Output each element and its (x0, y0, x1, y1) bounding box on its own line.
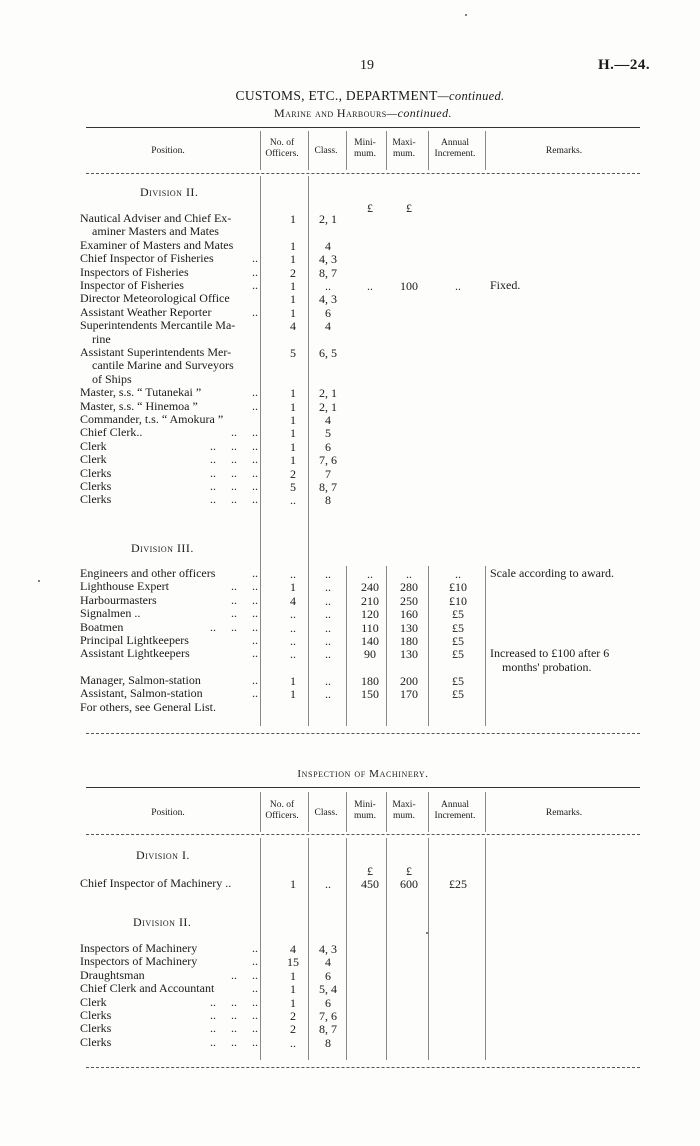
officers-count: 2 (290, 1022, 296, 1037)
leader-dots: .. .. .. (210, 492, 258, 507)
leader-dots: .. (252, 633, 258, 647)
class-value: .. (325, 634, 331, 648)
officers-count: 1 (290, 426, 296, 441)
leader-dots: .. (252, 264, 258, 279)
minimum-salary: .. (367, 567, 373, 581)
leader-dots: .. .. (231, 425, 258, 440)
column-header-minimum: Mini- mum. (354, 138, 376, 159)
annual-increment: £10 (449, 580, 467, 595)
class-value: 6 (325, 968, 331, 983)
maximum-salary: 600 (400, 877, 418, 891)
division-heading: Division II. (133, 915, 192, 929)
leader-dots: .. .. .. (210, 1021, 258, 1036)
class-value: 4 (325, 319, 331, 334)
class-value: 2, 1 (319, 386, 337, 401)
position-label: Clerks (80, 465, 112, 480)
class-value: 4 (325, 955, 331, 970)
minimum-salary: 450 (361, 877, 379, 891)
position-label-cont: aminer Masters and Mates (92, 224, 219, 239)
officers-count: 1 (290, 687, 296, 702)
document-reference: H.—24. (598, 57, 651, 73)
class-value: .. (325, 567, 331, 581)
column-header-minimum: Mini- mum. (354, 800, 376, 821)
column-divider (485, 792, 486, 832)
officers-count: 1 (290, 580, 296, 595)
class-value: 8, 7 (319, 265, 337, 280)
officers-count: 1 (290, 386, 296, 401)
minimum-salary: 120 (361, 607, 379, 622)
leader-dots: .. (252, 672, 258, 687)
remark-text-cont: months' probation. (502, 659, 592, 674)
class-value: .. (325, 593, 331, 608)
officers-count: 1 (290, 399, 296, 414)
table-rule (86, 834, 640, 835)
column-divider (428, 792, 429, 832)
position-label: Chief Clerk and Accountant (80, 981, 215, 996)
position-label: Inspector of Fisheries (80, 278, 184, 292)
officers-count: 1 (290, 279, 296, 293)
maximum-salary: 160 (400, 607, 418, 622)
officers-count: .. (290, 620, 296, 635)
class-value: 4, 3 (319, 292, 337, 307)
section-title-machinery: Inspection of Machinery. (297, 768, 429, 780)
class-value: 6, 5 (319, 346, 337, 360)
leader-dots: .. (252, 398, 258, 413)
leader-dots: .. .. .. (210, 479, 258, 493)
column-header-remarks: Remarks. (545, 808, 583, 818)
officers-count: .. (290, 607, 296, 622)
position-label: Boatmen (80, 619, 124, 634)
column-divider (346, 838, 347, 1060)
position-label: Director Meteorological Office (80, 291, 230, 306)
minimum-salary: .. (367, 279, 373, 293)
class-value: 8 (325, 493, 331, 508)
position-label: Commander, t.s. “ Amokura ” (80, 412, 224, 426)
division-heading: Division II. (140, 185, 199, 199)
table-rule (86, 173, 640, 174)
position-label: Principal Lightkeepers (80, 633, 189, 647)
position-label: Clerks (80, 479, 112, 493)
annual-increment: £5 (452, 647, 464, 662)
maximum-salary: .. (406, 567, 412, 581)
leader-dots: .. (252, 278, 258, 292)
position-label: Master, s.s. “ Hinemoa ” (80, 398, 198, 413)
class-value: .. (325, 620, 331, 635)
minimum-salary: 110 (361, 620, 379, 635)
column-header-class: Class. (314, 146, 338, 156)
officers-count: 1 (290, 995, 296, 1010)
leader-dots: .. .. .. (210, 994, 258, 1009)
position-label: Signalmen .. (80, 606, 141, 621)
class-value: .. (325, 580, 331, 595)
remark-text: Increased to £100 after 6 (490, 646, 610, 661)
officers-count: 1 (290, 439, 296, 454)
class-value: .. (325, 279, 331, 293)
leader-dots: .. .. (231, 967, 258, 982)
annual-increment: £10 (449, 593, 467, 608)
leader-dots: .. .. (231, 592, 258, 607)
officers-count: 5 (290, 480, 296, 494)
class-value: 4 (325, 238, 331, 253)
class-value: .. (325, 673, 331, 688)
column-divider (346, 131, 347, 170)
leader-dots: .. .. .. (210, 1034, 258, 1049)
officers-count: 1 (290, 238, 296, 253)
annual-increment: £25 (449, 877, 467, 891)
class-value: 6 (325, 305, 331, 320)
page-subtitle: Marine and Harbours—continued. (274, 106, 452, 120)
annual-increment: £5 (452, 620, 464, 635)
officers-count: 1 (290, 413, 296, 427)
maximum-salary: 280 (400, 580, 418, 595)
column-divider (386, 566, 387, 726)
officers-count: 4 (290, 942, 296, 956)
position-label: Superintendents Mercantile Ma- (80, 318, 236, 333)
class-value: 4 (325, 413, 331, 427)
minimum-salary: 90 (364, 647, 376, 662)
officers-count: 1 (290, 877, 296, 891)
officers-count: 2 (290, 466, 296, 481)
leader-dots: .. .. .. (210, 438, 258, 453)
currency-symbol: £ (406, 201, 412, 215)
position-label: Clerks (80, 1021, 112, 1036)
column-divider (346, 566, 347, 726)
officers-count: 1 (290, 212, 296, 226)
leader-dots: .. .. (231, 579, 258, 594)
position-label: Manager, Salmon-station (80, 672, 201, 687)
officers-count: 5 (290, 346, 296, 360)
leader-dots: .. (252, 981, 258, 996)
annual-increment: £5 (452, 673, 464, 688)
column-header-maximum: Maxi- mum. (392, 800, 416, 821)
column-header-remarks: Remarks. (545, 146, 583, 156)
officers-count: 1 (290, 252, 296, 267)
currency-symbol: £ (406, 864, 412, 878)
column-divider (260, 792, 261, 832)
class-value: 8, 7 (319, 480, 337, 494)
column-divider (485, 131, 486, 170)
officers-count: 4 (290, 593, 296, 608)
position-label: Chief Clerk.. (80, 425, 143, 440)
class-value: 4, 3 (319, 252, 337, 267)
position-label: Inspectors of Machinery (80, 941, 198, 955)
maximum-salary: 200 (400, 673, 418, 688)
leader-dots: .. (252, 566, 258, 580)
position-label: Clerk (80, 452, 107, 467)
position-label-cont: rine (92, 331, 111, 346)
column-divider (308, 176, 309, 726)
maximum-salary: 250 (400, 593, 418, 608)
officers-count: 15 (287, 955, 299, 970)
officers-count: 1 (290, 673, 296, 688)
remark-text: Fixed. (490, 278, 521, 292)
leader-dots: .. .. .. (210, 1008, 258, 1022)
annual-increment: .. (455, 567, 461, 581)
position-label: Assistant Weather Reporter (80, 304, 212, 319)
class-value: .. (325, 687, 331, 702)
class-value: 5, 4 (319, 982, 337, 997)
column-header-increment: Annual Increment. (434, 800, 476, 821)
maximum-salary: 170 (400, 687, 418, 702)
leader-dots: .. .. .. (210, 465, 258, 480)
officers-count: 1 (290, 292, 296, 307)
column-divider (308, 792, 309, 832)
column-divider (386, 792, 387, 832)
column-divider (428, 131, 429, 170)
minimum-salary: 240 (361, 580, 379, 595)
position-label: Chief Inspector of Machinery .. (80, 876, 232, 890)
leader-dots: .. (252, 646, 258, 661)
class-value: .. (325, 647, 331, 662)
table-rule (86, 733, 640, 734)
column-divider (260, 131, 261, 170)
remark-text: Scale according to award. (490, 566, 614, 580)
class-value: .. (325, 877, 331, 891)
class-value: 6 (325, 439, 331, 454)
column-divider (308, 131, 309, 170)
class-value: 2, 1 (319, 212, 337, 226)
column-divider (485, 566, 486, 726)
officers-count: 1 (290, 305, 296, 320)
position-label: Clerks (80, 1034, 112, 1049)
leader-dots: .. .. .. (210, 452, 258, 467)
column-header-increment: Annual Increment. (434, 138, 476, 159)
position-label: Draughtsman (80, 967, 145, 982)
column-divider (260, 838, 261, 1060)
leader-dots: .. (252, 304, 258, 319)
class-value: .. (325, 607, 331, 622)
column-divider (428, 566, 429, 726)
column-divider (346, 792, 347, 832)
officers-count: 2 (290, 265, 296, 280)
position-label: Clerk (80, 994, 107, 1009)
division-heading: Division III. (131, 541, 194, 555)
position-label: Inspectors of Machinery (80, 954, 198, 969)
class-value: 5 (325, 426, 331, 441)
print-speck (38, 580, 40, 582)
annual-increment: £5 (452, 607, 464, 622)
class-value: 7, 6 (319, 453, 337, 468)
print-speck (465, 14, 467, 16)
class-value: 6 (325, 995, 331, 1010)
officers-count: 1 (290, 968, 296, 983)
position-label: Clerks (80, 1008, 112, 1022)
currency-symbol: £ (367, 201, 373, 215)
officers-count: .. (290, 647, 296, 662)
maximum-salary: 100 (400, 279, 418, 293)
position-label: Clerk (80, 438, 107, 453)
position-label-cont: of Ships (92, 371, 132, 386)
column-header-position: Position. (151, 808, 185, 818)
position-label: Harbourmasters (80, 592, 157, 607)
column-divider (260, 176, 261, 726)
maximum-salary: 130 (400, 647, 418, 662)
officers-count: .. (290, 634, 296, 648)
officers-count: 2 (290, 1009, 296, 1023)
position-label: Nautical Adviser and Chief Ex- (80, 211, 232, 225)
minimum-salary: 140 (361, 634, 379, 648)
maximum-salary: 180 (400, 634, 418, 648)
position-label: Engineers and other officers (80, 566, 216, 580)
class-value: 8, 7 (319, 1022, 337, 1037)
officers-count: .. (290, 567, 296, 581)
position-label: Clerks (80, 492, 112, 507)
column-divider (386, 131, 387, 170)
maximum-salary: 130 (400, 620, 418, 635)
annual-increment: £5 (452, 687, 464, 702)
leader-dots: .. .. .. (210, 619, 258, 634)
leader-dots: .. (252, 941, 258, 955)
column-header-officers: No. of Officers. (265, 800, 299, 821)
column-header-officers: No. of Officers. (265, 138, 299, 159)
position-label: Examiner of Masters and Mates (80, 237, 234, 252)
table-rule (86, 1067, 640, 1068)
table-rule (86, 127, 640, 128)
page-title: CUSTOMS, ETC., DEPARTMENT—continued. (235, 88, 505, 103)
column-header-class: Class. (314, 808, 338, 818)
annual-increment: £5 (452, 634, 464, 648)
class-value: 2, 1 (319, 399, 337, 414)
minimum-salary: 150 (361, 687, 379, 702)
column-header-maximum: Maxi- mum. (392, 138, 416, 159)
leader-dots: .. (252, 251, 258, 266)
position-label: Assistant, Salmon-station (80, 686, 203, 701)
officers-count: 1 (290, 453, 296, 468)
annual-increment: .. (455, 279, 461, 293)
position-label: Assistant Superintendents Mer- (80, 345, 232, 359)
column-divider (485, 838, 486, 1060)
position-label-cont: cantile Marine and Surveyors (92, 358, 234, 373)
class-value: 7, 6 (319, 1009, 337, 1023)
minimum-salary: 180 (361, 673, 379, 688)
leader-dots: .. (252, 954, 258, 969)
position-label: Master, s.s. “ Tutanekai ” (80, 385, 202, 400)
position-label: Assistant Lightkeepers (80, 646, 190, 661)
position-label: Inspectors of Fisheries (80, 264, 189, 279)
column-divider (386, 838, 387, 1060)
minimum-salary: 210 (361, 593, 379, 608)
page-number: 19 (360, 58, 374, 73)
column-divider (428, 838, 429, 1060)
column-header-position: Position. (151, 146, 185, 156)
table-rule (86, 787, 640, 788)
position-label: Lighthouse Expert (80, 579, 169, 594)
class-value: 7 (325, 466, 331, 481)
class-value: 8 (325, 1035, 331, 1050)
currency-symbol: £ (367, 864, 373, 878)
class-value: 4, 3 (319, 942, 337, 956)
officers-count: .. (290, 493, 296, 508)
position-label: For others, see General List. (80, 699, 216, 714)
position-label: Chief Inspector of Fisheries (80, 251, 214, 266)
leader-dots: .. .. (231, 606, 258, 621)
column-divider (308, 838, 309, 1060)
leader-dots: .. (252, 385, 258, 400)
officers-count: 4 (290, 319, 296, 334)
division-heading: Division I. (136, 848, 190, 862)
officers-count: 1 (290, 982, 296, 997)
print-speck (426, 932, 428, 934)
officers-count: .. (290, 1035, 296, 1050)
leader-dots: .. (252, 686, 258, 701)
